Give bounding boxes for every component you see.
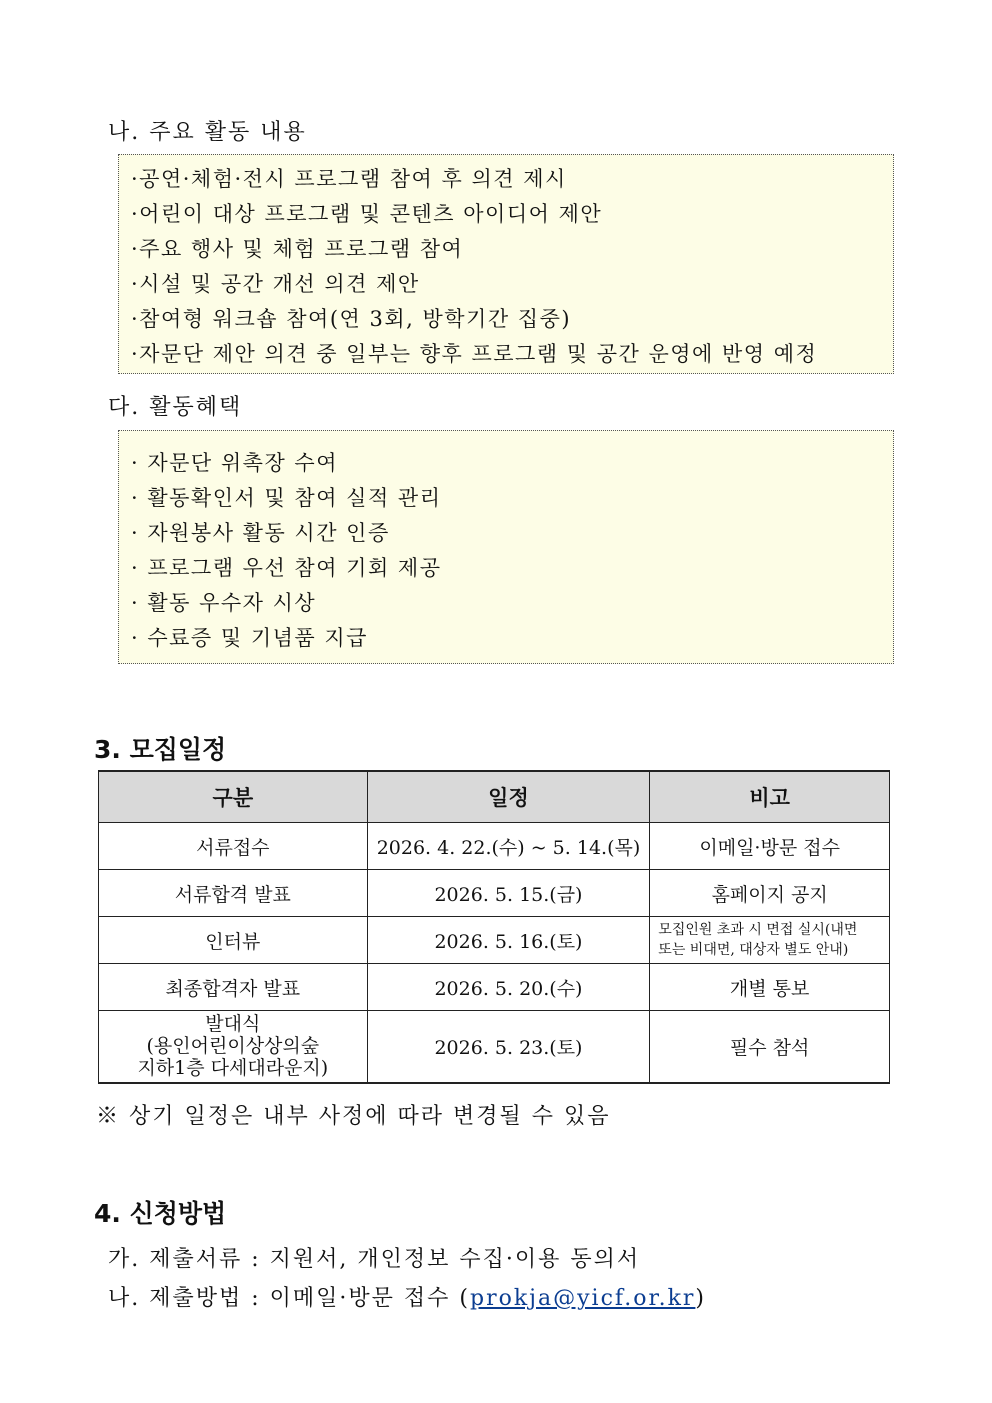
benefit-item: · 활동확인서 및 참여 실적 관리	[131, 486, 442, 510]
activity-item: ·시설 및 공간 개선 의견 제안	[131, 272, 420, 296]
activity-item: ·참여형 워크숍 참여(연 3회, 방학기간 집중)	[131, 307, 572, 331]
submission-documents: 가. 제출서류 : 지원서, 개인정보 수집·이용 동의서	[108, 1247, 641, 1272]
benefit-item: · 자문단 위촉장 수여	[131, 451, 338, 475]
table-row	[99, 870, 890, 917]
benefit-item: · 활동 우수자 시상	[131, 591, 317, 615]
header-date: 일정	[367, 771, 650, 823]
schedule-table	[98, 770, 890, 1084]
cell-category: 서류접수	[99, 823, 368, 870]
section-title-schedule: 3. 모집일정	[94, 735, 227, 764]
cell-category	[99, 1011, 368, 1083]
benefits-box	[118, 430, 894, 664]
benefit-item: · 수료증 및 기념품 지급	[131, 626, 368, 650]
cell-category-line: 지하1층 다세대라운지)	[137, 1057, 329, 1080]
cell-date: 2026. 5. 20.(수)	[367, 964, 650, 1011]
cell-note: 필수 참석	[650, 1011, 890, 1083]
cell-category: 서류합격 발표	[99, 870, 368, 917]
cell-note: 홈페이지 공지	[650, 870, 890, 917]
table-row	[99, 917, 890, 964]
table-row	[99, 1011, 890, 1083]
cell-note: 이메일·방문 접수	[650, 823, 890, 870]
activity-item: ·어린이 대상 프로그램 및 콘텐츠 아이디어 제안	[131, 202, 603, 226]
submission-method-close: )	[695, 1286, 707, 1311]
heading-main-activities: 나. 주요 활동 내용	[108, 120, 307, 145]
activity-item: ·주요 행사 및 체험 프로그램 참여	[131, 237, 464, 261]
benefit-item: · 자원봉사 활동 시간 인증	[131, 521, 390, 545]
cell-note-line: 또는 비대면, 대상자 별도 안내)	[658, 942, 849, 958]
activity-item: ·공연·체험·전시 프로그램 참여 후 의견 제시	[131, 167, 567, 191]
cell-note	[650, 917, 890, 964]
cell-date: 2026. 5. 16.(토)	[367, 917, 650, 964]
cell-category: 최종합격자 발표	[99, 964, 368, 1011]
benefit-item: · 프로그램 우선 참여 기회 제공	[131, 556, 442, 580]
cell-category: 인터뷰	[99, 917, 368, 964]
cell-date: 2026. 5. 15.(금)	[367, 870, 650, 917]
table-header-row	[99, 771, 890, 823]
activity-item: ·자문단 제안 의견 중 일부는 향후 프로그램 및 공간 운영에 반영 예정	[131, 342, 818, 366]
cell-category-line: (용인어린이상상의숲	[146, 1035, 320, 1058]
submission-method	[108, 1281, 706, 1312]
activities-box	[118, 154, 894, 374]
header-note: 비고	[650, 771, 890, 823]
cell-date: 2026. 4. 22.(수) ~ 5. 14.(목)	[367, 823, 650, 870]
cell-note-line: 모집인원 초과 시 면접 실시(내면	[658, 922, 858, 938]
cell-note: 개별 통보	[650, 964, 890, 1011]
cell-category-line: 발대식	[205, 1013, 261, 1036]
heading-benefits: 다. 활동혜택	[108, 395, 243, 420]
email-link[interactable]: prokja@yicf.or.kr	[469, 1286, 696, 1311]
schedule-footnote: ※ 상기 일정은 내부 사정에 따라 변경될 수 있음	[96, 1104, 611, 1129]
section-title-application: 4. 신청방법	[94, 1199, 227, 1228]
header-category: 구분	[99, 771, 368, 823]
submission-method-label: 나. 제출방법 : 이메일·방문 접수 (	[108, 1286, 470, 1311]
cell-date: 2026. 5. 23.(토)	[367, 1011, 650, 1083]
table-row	[99, 823, 890, 870]
table-row	[99, 964, 890, 1011]
